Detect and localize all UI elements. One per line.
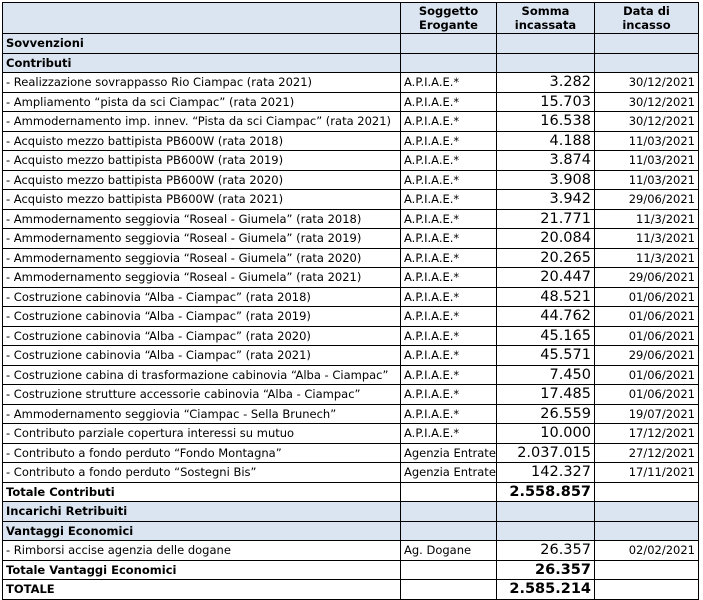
row-amount: 21.771 [497, 209, 595, 229]
empty-cell [595, 560, 699, 580]
row-source: A.P.I.A.E.* [401, 248, 497, 268]
row-date: 01/06/2021 [595, 287, 699, 307]
row-description: - Ampliamento “pista da sci Ciampac” (rata 2021) [3, 92, 401, 112]
section-row-sovvenzioni [3, 34, 699, 54]
row-source: A.P.I.A.E.* [401, 112, 497, 132]
row-amount: 4.188 [497, 131, 595, 151]
total-value: 26.357 [497, 560, 595, 580]
row-date: 30/12/2021 [595, 112, 699, 132]
row-description: - Costruzione cabinovia “Alba - Ciampac” (rata 2018) [3, 287, 401, 307]
row-source: A.P.I.A.E.* [401, 209, 497, 229]
row-amount: 10.000 [497, 424, 595, 444]
table-row [3, 346, 699, 366]
section-row-contributi [3, 53, 699, 73]
table-row [3, 268, 699, 288]
funding-table [2, 2, 699, 600]
row-date: 02/02/2021 [595, 541, 699, 561]
row-date: 30/12/2021 [595, 92, 699, 112]
empty-cell [497, 502, 595, 522]
row-description: - Rimborsi accise agenzia delle dogane [3, 541, 401, 561]
row-description: - Realizzazione sovrappasso Rio Ciampac (rata 2021) [3, 73, 401, 93]
empty-cell [595, 580, 699, 600]
row-source: A.P.I.A.E.* [401, 170, 497, 190]
grand-total-row [3, 580, 699, 600]
row-description: - Ammodernamento seggiovia “Roseal - Giumela” (rata 2018) [3, 209, 401, 229]
row-amount: 44.762 [497, 307, 595, 327]
row-amount: 17.485 [497, 385, 595, 405]
header-amount-line1: Somma [521, 4, 570, 18]
row-date: 17/11/2021 [595, 463, 699, 483]
row-description: - Acquisto mezzo battipista PB600W (rata 2020) [3, 170, 401, 190]
section-row-incarichi [3, 502, 699, 522]
table-row [3, 131, 699, 151]
section-label: Vantaggi Economici [3, 521, 401, 541]
row-source: A.P.I.A.E.* [401, 131, 497, 151]
row-amount: 142.327 [497, 463, 595, 483]
row-date: 27/12/2021 [595, 443, 699, 463]
header-date [595, 3, 699, 34]
empty-cell [401, 560, 497, 580]
empty-cell [401, 53, 497, 73]
row-amount: 15.703 [497, 92, 595, 112]
row-amount: 7.450 [497, 365, 595, 385]
row-description: - Ammodernamento seggiovia “Roseal - Giumela” (rata 2019) [3, 229, 401, 249]
total-row-contributi [3, 482, 699, 502]
row-amount: 26.559 [497, 404, 595, 424]
row-amount: 26.357 [497, 541, 595, 561]
table-row [3, 541, 699, 561]
table-row [3, 326, 699, 346]
total-label: Totale Contributi [3, 482, 401, 502]
header-date-line2: incasso [622, 18, 671, 32]
table-row [3, 73, 699, 93]
row-description: - Ammodernamento imp. innev. “Pista da sci Ciampac” (rata 2021) [3, 112, 401, 132]
row-amount: 3.282 [497, 73, 595, 93]
row-source: A.P.I.A.E.* [401, 404, 497, 424]
table-row [3, 443, 699, 463]
row-date: 17/12/2021 [595, 424, 699, 444]
table-row [3, 209, 699, 229]
row-source: A.P.I.A.E.* [401, 190, 497, 210]
row-date: 30/12/2021 [595, 73, 699, 93]
row-source: A.P.I.A.E.* [401, 92, 497, 112]
row-source: Agenzia Entrate [401, 463, 497, 483]
row-source: A.P.I.A.E.* [401, 268, 497, 288]
empty-cell [595, 53, 699, 73]
row-date: 01/06/2021 [595, 365, 699, 385]
row-date: 29/06/2021 [595, 190, 699, 210]
empty-cell [595, 521, 699, 541]
empty-cell [401, 502, 497, 522]
row-date: 01/06/2021 [595, 385, 699, 405]
table-row [3, 287, 699, 307]
table-row [3, 112, 699, 132]
row-description: - Ammodernamento seggiovia “Roseal - Giumela” (rata 2020) [3, 248, 401, 268]
row-amount: 48.521 [497, 287, 595, 307]
empty-cell [595, 34, 699, 54]
row-amount: 20.447 [497, 268, 595, 288]
header-amount [497, 3, 595, 34]
row-amount: 16.538 [497, 112, 595, 132]
total-value: 2.558.857 [497, 482, 595, 502]
row-date: 01/06/2021 [595, 307, 699, 327]
row-date: 11/3/2021 [595, 248, 699, 268]
row-amount: 3.942 [497, 190, 595, 210]
header-source-line2: Erogante [419, 18, 478, 32]
row-source: A.P.I.A.E.* [401, 73, 497, 93]
section-row-vantaggi [3, 521, 699, 541]
table-row [3, 92, 699, 112]
row-description: - Costruzione cabinovia “Alba - Ciampac” (rata 2020) [3, 326, 401, 346]
row-source: Agenzia Entrate [401, 443, 497, 463]
row-amount: 45.571 [497, 346, 595, 366]
row-date: 11/03/2021 [595, 170, 699, 190]
empty-cell [401, 34, 497, 54]
total-label: Totale Vantaggi Economici [3, 560, 401, 580]
section-label: Sovvenzioni [3, 34, 401, 54]
row-source: A.P.I.A.E.* [401, 326, 497, 346]
empty-cell [401, 521, 497, 541]
grand-total-label: TOTALE [3, 580, 401, 600]
empty-cell [497, 53, 595, 73]
table-row [3, 424, 699, 444]
section-label: Incarichi Retribuiti [3, 502, 401, 522]
row-date: 11/03/2021 [595, 151, 699, 171]
empty-cell [595, 502, 699, 522]
row-source: A.P.I.A.E.* [401, 365, 497, 385]
row-description: - Costruzione cabina di trasformazione cabinovia “Alba - Ciampac” [3, 365, 401, 385]
row-source: A.P.I.A.E.* [401, 307, 497, 327]
row-amount: 3.874 [497, 151, 595, 171]
row-date: 11/03/2021 [595, 131, 699, 151]
row-source: A.P.I.A.E.* [401, 287, 497, 307]
row-date: 11/3/2021 [595, 229, 699, 249]
row-amount: 2.037.015 [497, 443, 595, 463]
row-amount: 20.265 [497, 248, 595, 268]
row-source: A.P.I.A.E.* [401, 229, 497, 249]
total-row-vantaggi [3, 560, 699, 580]
row-date: 29/06/2021 [595, 268, 699, 288]
row-date: 29/06/2021 [595, 346, 699, 366]
table-row [3, 404, 699, 424]
table-row [3, 385, 699, 405]
grand-total-value: 2.585.214 [497, 580, 595, 600]
header-source-line1: Soggetto [418, 4, 479, 18]
header-source [401, 3, 497, 34]
header-date-line1: Data di [623, 4, 670, 18]
header-amount-line2: incassata [514, 18, 577, 32]
row-description: - Costruzione strutture accessorie cabinovia “Alba - Ciampac” [3, 385, 401, 405]
table-row [3, 248, 699, 268]
row-amount: 20.084 [497, 229, 595, 249]
empty-cell [497, 34, 595, 54]
section-label: Contributi [3, 53, 401, 73]
row-source: A.P.I.A.E.* [401, 151, 497, 171]
row-description: - Costruzione cabinovia “Alba - Ciampac” (rata 2019) [3, 307, 401, 327]
header-description [3, 3, 401, 34]
table-row [3, 151, 699, 171]
empty-cell [401, 482, 497, 502]
empty-cell [497, 521, 595, 541]
empty-cell [595, 482, 699, 502]
row-source: Ag. Dogane [401, 541, 497, 561]
empty-cell [401, 580, 497, 600]
row-description: - Ammodernamento seggiovia “Ciampac - Sella Brunech” [3, 404, 401, 424]
row-amount: 45.165 [497, 326, 595, 346]
row-date: 11/3/2021 [595, 209, 699, 229]
row-description: - Acquisto mezzo battipista PB600W (rata 2021) [3, 190, 401, 210]
table-row [3, 463, 699, 483]
header-row [3, 3, 699, 34]
table-row [3, 170, 699, 190]
table-row [3, 365, 699, 385]
row-source: A.P.I.A.E.* [401, 424, 497, 444]
table-row [3, 229, 699, 249]
row-description: - Contributo a fondo perduto “Sostegni Bis” [3, 463, 401, 483]
row-description: - Contributo a fondo perduto “Fondo Montagna” [3, 443, 401, 463]
row-description: - Acquisto mezzo battipista PB600W (rata 2018) [3, 131, 401, 151]
row-description: - Contributo parziale copertura interessi su mutuo [3, 424, 401, 444]
row-source: A.P.I.A.E.* [401, 346, 497, 366]
table-row [3, 307, 699, 327]
row-amount: 3.908 [497, 170, 595, 190]
row-date: 19/07/2021 [595, 404, 699, 424]
row-description: - Acquisto mezzo battipista PB600W (rata 2019) [3, 151, 401, 171]
row-description: - Costruzione cabinovia “Alba - Ciampac” (rata 2021) [3, 346, 401, 366]
table-row [3, 190, 699, 210]
row-source: A.P.I.A.E.* [401, 385, 497, 405]
row-date: 01/06/2021 [595, 326, 699, 346]
row-description: - Ammodernamento seggiovia “Roseal - Giumela” (rata 2021) [3, 268, 401, 288]
